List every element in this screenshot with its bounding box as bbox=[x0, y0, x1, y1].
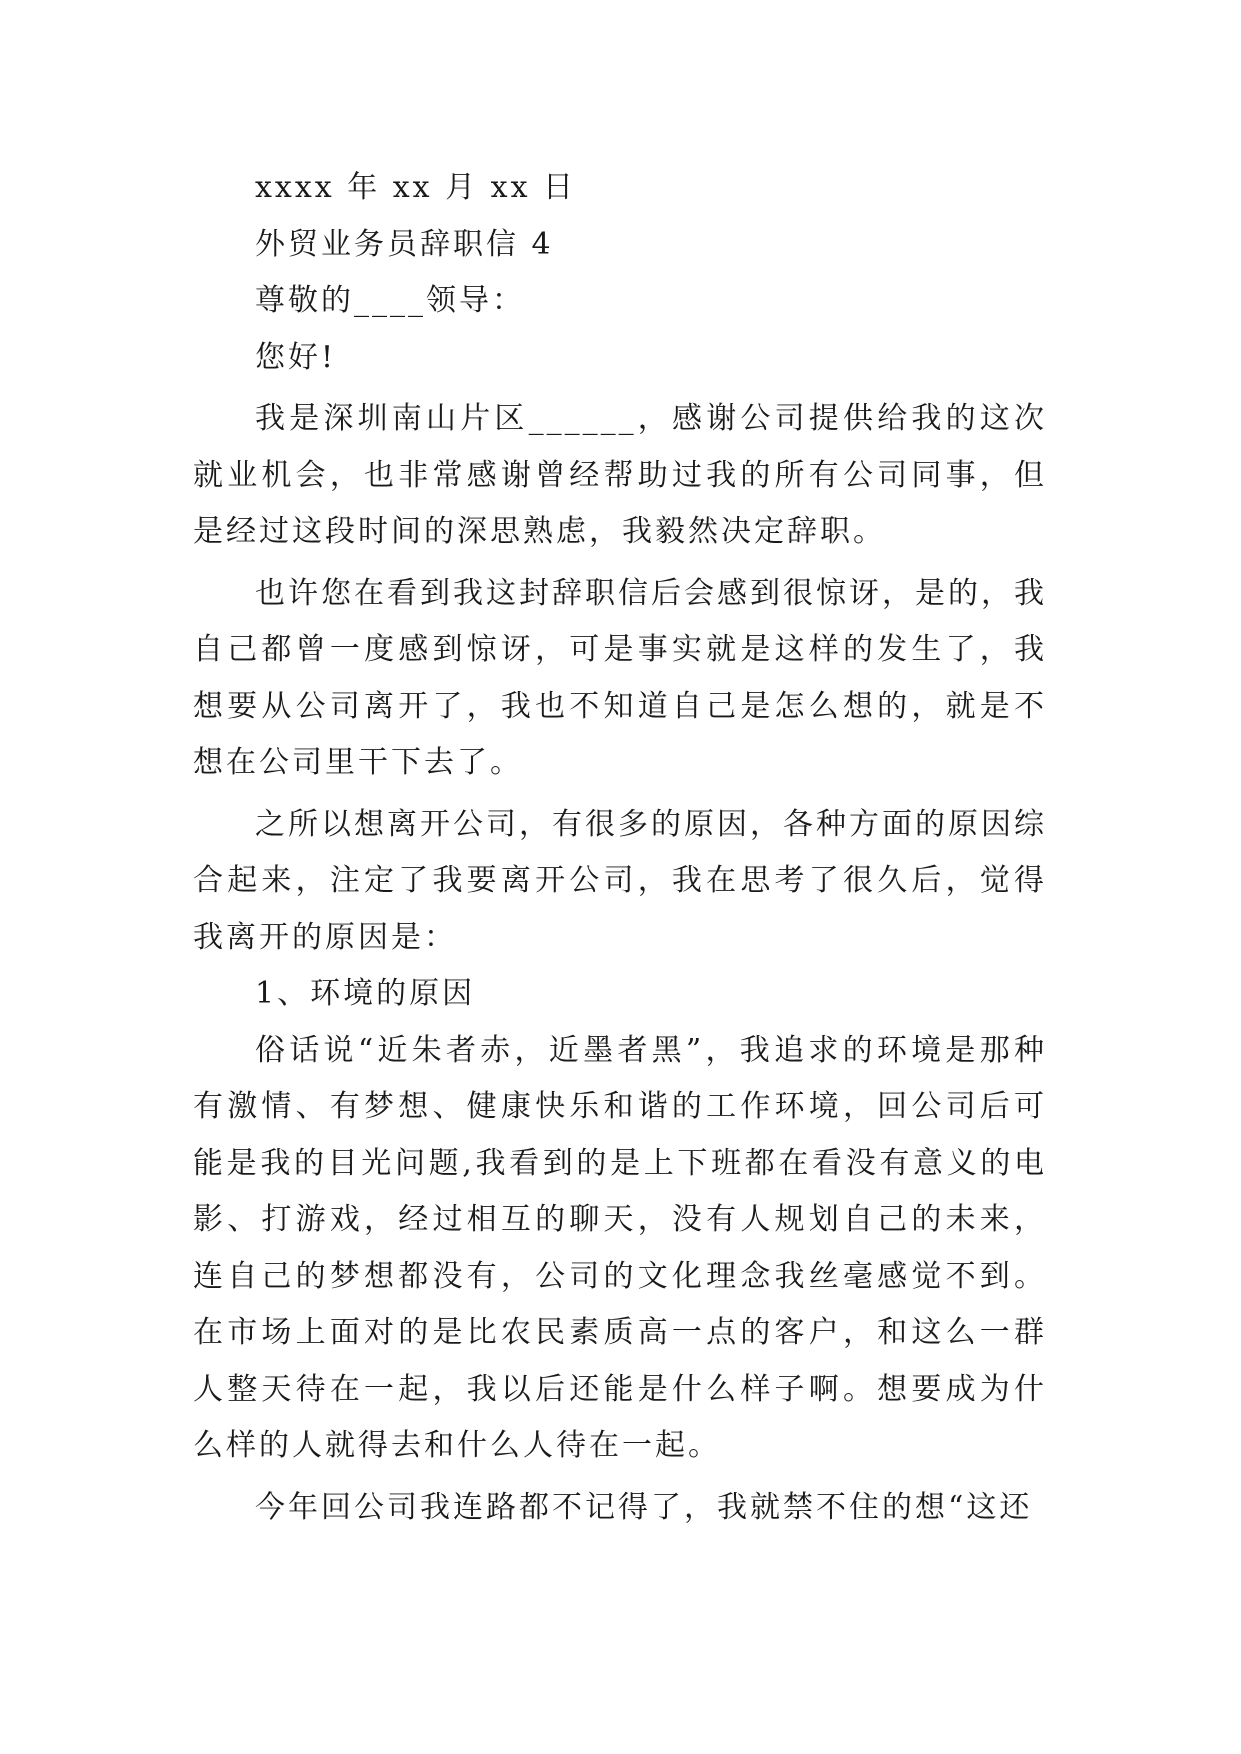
paragraph-surprise: 也许您在看到我这封辞职信后会感到很惊讶，是的，我自己都曾一度感到惊讶，可是事实就是这样的发生了，我想要从公司离开了，我也不知道自己是怎么想的，就是不想在公司里干下去了。 bbox=[193, 575, 1047, 780]
date-line: xxxx 年 xx 月 xx 日 bbox=[255, 170, 577, 205]
paragraph-return: 今年回公司我连路都不记得了，我就禁不住的想“这还 bbox=[255, 1489, 1033, 1525]
reason-heading: 1、环境的原因 bbox=[255, 976, 476, 1011]
greeting: 您好! bbox=[255, 339, 337, 375]
paragraph-environment: 俗话说“近朱者赤，近墨者黑”，我追求的环境是那种有激情、有梦想、健康快乐和谐的工作环境，回公司后可能是我的目光问题,我看到的是上下班都在看没有意义的电影、打游戏，经过相互的聊天，没有人规划自己的未来，连自己的梦想都没有，公司的文化理念我丝毫感觉不到。在市场上面对的是比农民素质高一点的客户，和这么一群人整天待在一起，我以后还能是什么样子啊。想要成为什么样的人就得去和什么人待在一起。 bbox=[193, 1032, 1047, 1463]
letter-body bbox=[193, 160, 1047, 1536]
paragraph-intro: 我是深圳南山片区______，感谢公司提供给我的这次就业机会，也非常感谢曾经帮助过我的所有公司同事，但是经过这段时间的深思熟虑，我毅然决定辞职。 bbox=[193, 401, 1047, 549]
letter-title: 外贸业务员辞职信 4 bbox=[255, 226, 554, 262]
paragraph-reasons: 之所以想离开公司，有很多的原因，各种方面的原因综合起来，注定了我要离开公司，我在思考了很久后，觉得我离开的原因是： bbox=[193, 806, 1047, 955]
salutation: 尊敬的____领导： bbox=[255, 283, 525, 318]
